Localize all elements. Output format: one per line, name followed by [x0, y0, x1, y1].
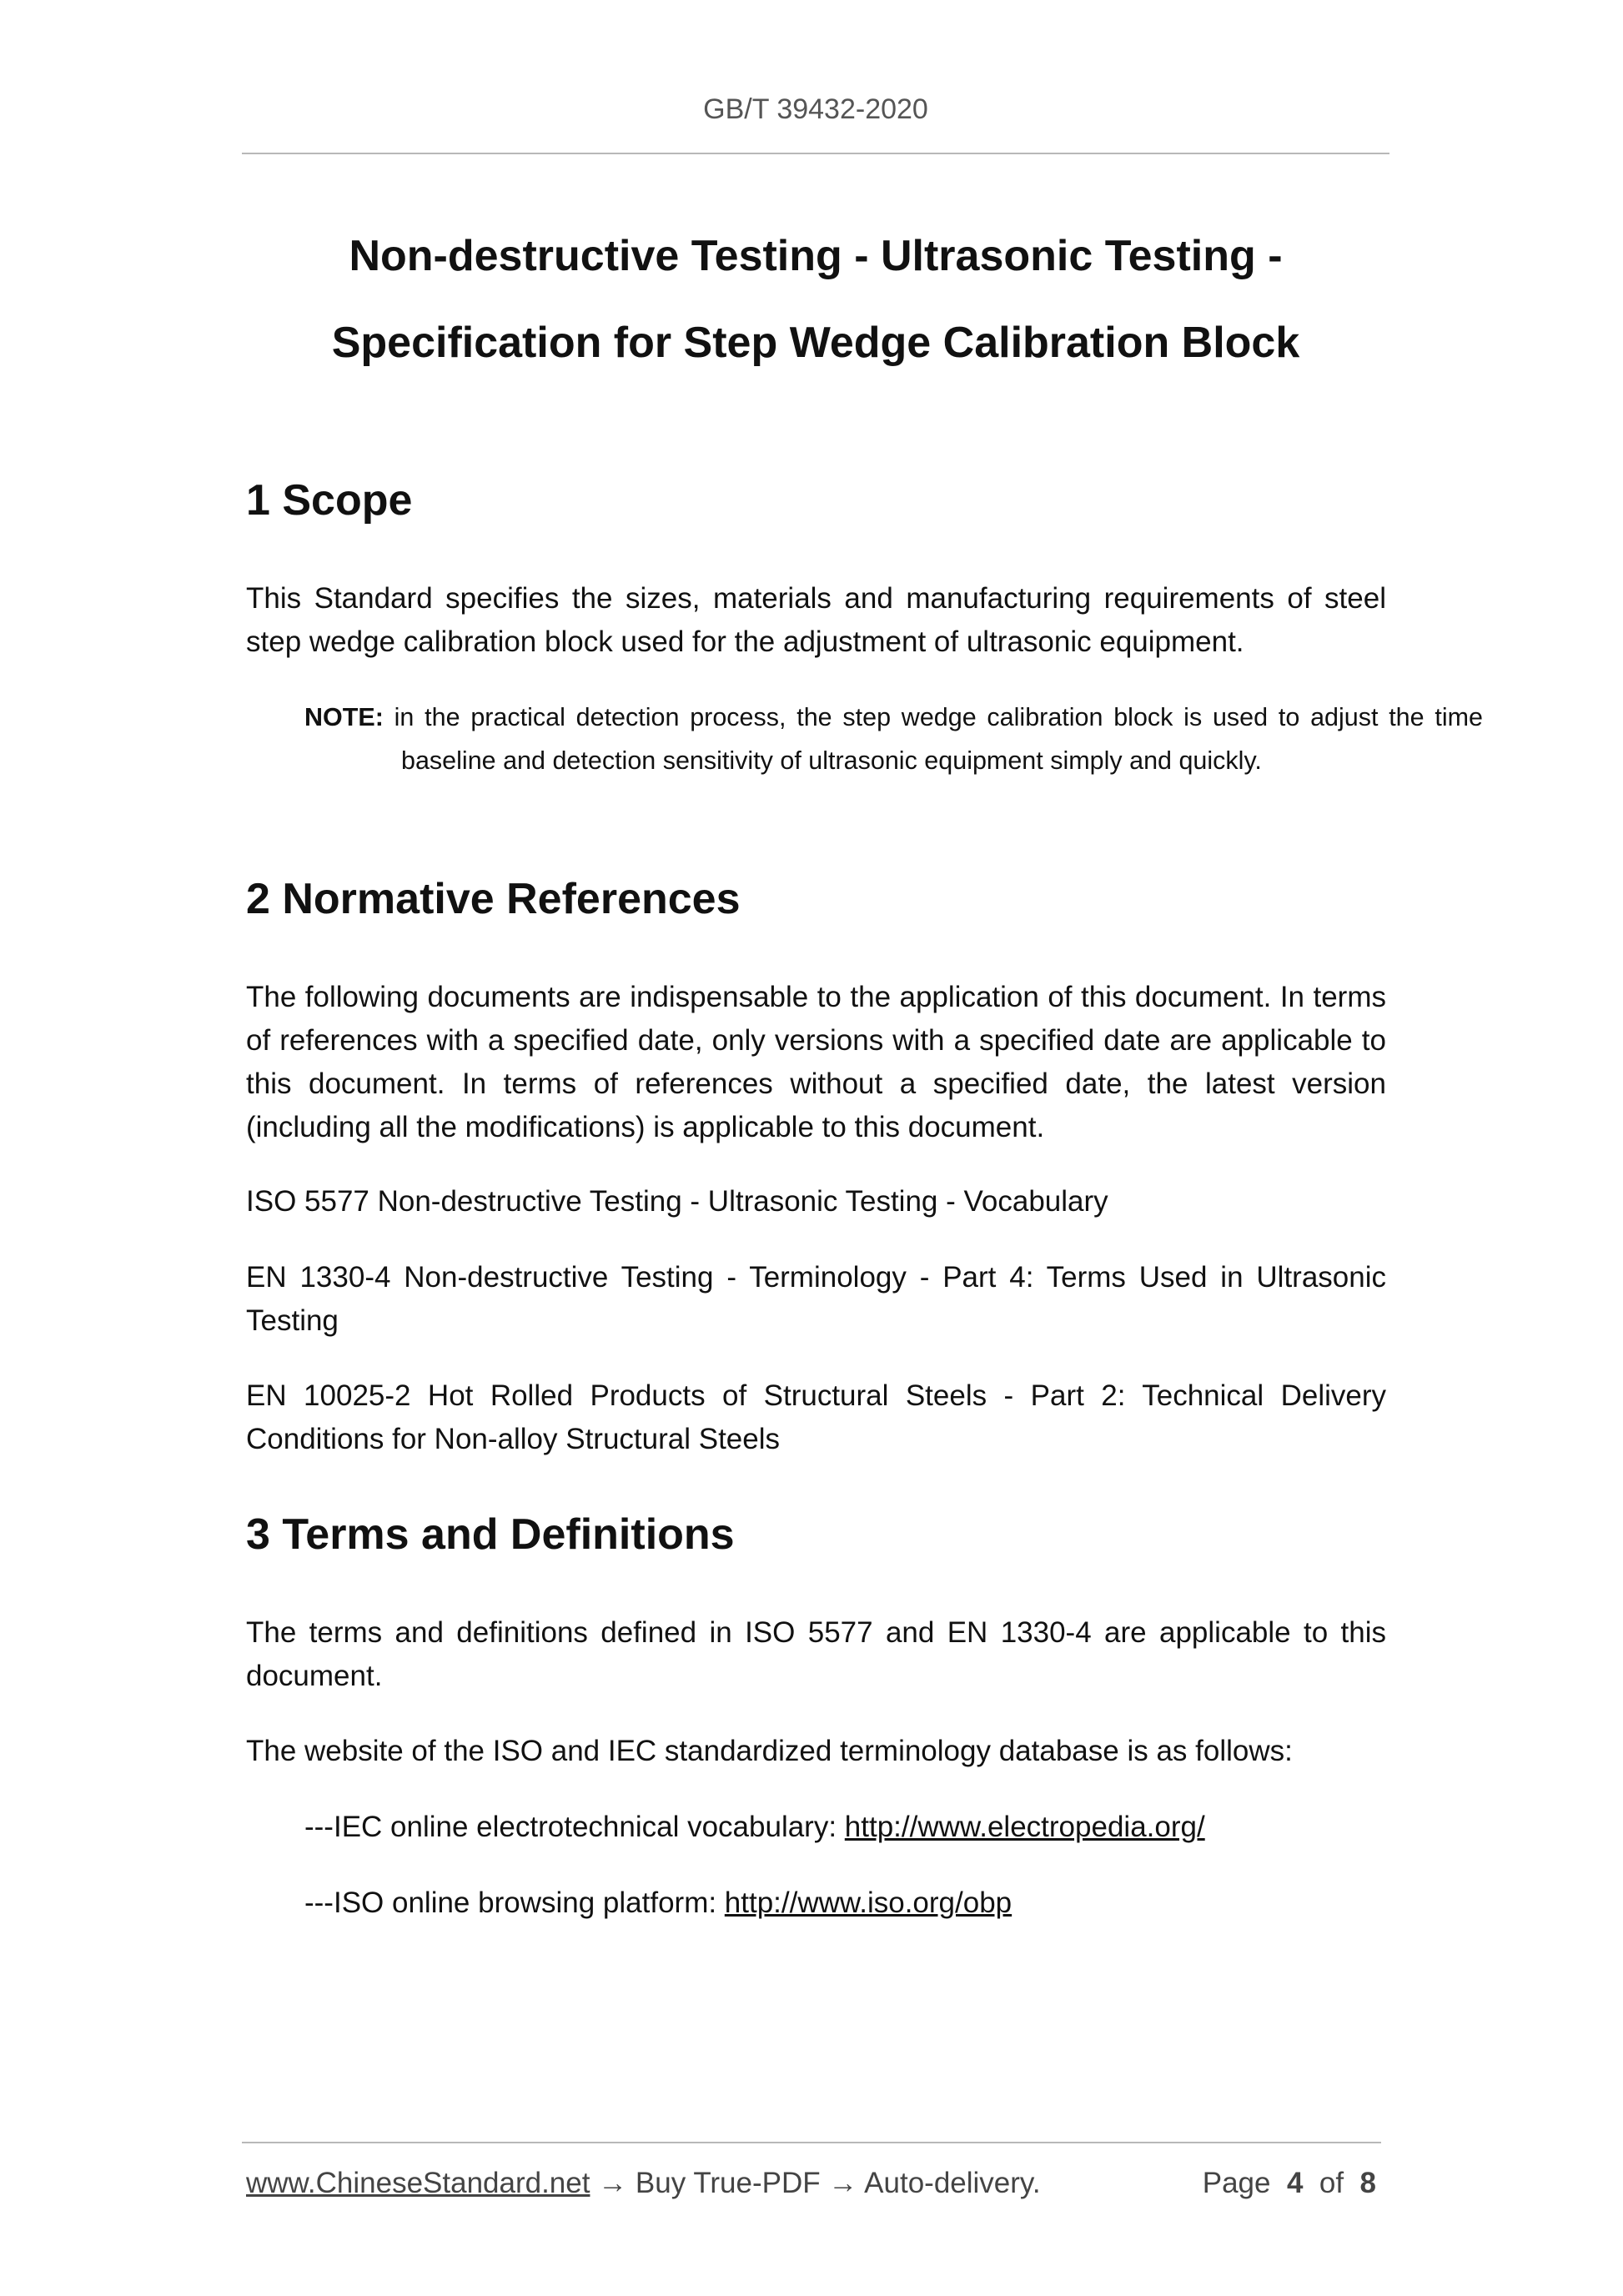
- title-line-1: Non-destructive Testing - Ultrasonic Testing -: [349, 232, 1283, 280]
- footer-promo: [246, 2167, 1041, 2200]
- running-header: GB/T 39432-2020: [703, 93, 928, 125]
- header-divider: [242, 153, 1389, 154]
- page-number: 4: [1286, 2167, 1304, 2199]
- footer-tagline: → Buy True-PDF → Auto-delivery.: [590, 2167, 1041, 2199]
- scope-note: [304, 696, 1483, 782]
- footer-divider: [242, 2142, 1381, 2143]
- note-text: in the practical detection process, the step wedge calibration block is used to adjust the time baseline and detection sensitivity of ultrasonic equipment simply and quickly.: [394, 703, 1483, 775]
- terms-paragraph: The terms and definitions defined in ISO 5577 and EN 1330-4 are applicable to this document.: [246, 1616, 1386, 1692]
- normative-references-paragraph: The following documents are indispensable to the application of this document. In terms of references with a specified date, only versions with a specified date are applicable to this document. In terms of references without a specified date, the latest version (including all the modifications) is applicable to this document.: [246, 981, 1386, 1143]
- scope-paragraph: This Standard specifies the sizes, materials and manufacturing requirements of steel step wedge calibration block used for the adjustment of ultrasonic equipment.: [246, 582, 1386, 658]
- section-heading-terms-definitions: 3 Terms and Definitions: [246, 1510, 735, 1559]
- section-heading-normative-references: 2 Normative References: [246, 875, 741, 923]
- title-line-2: Specification for Step Wedge Calibration Block: [331, 319, 1300, 367]
- note-label: NOTE:: [304, 703, 384, 731]
- reference-item: EN 10025-2 Hot Rolled Products of Structural Steels - Part 2: Technical Delivery Conditions for Non-alloy Structural Steels: [246, 1379, 1386, 1455]
- reference-item: EN 1330-4 Non-destructive Testing - Terminology - Part 4: Terms Used in Ultrasonic Testing: [246, 1261, 1386, 1337]
- terminology-database-paragraph: The website of the ISO and IEC standardized terminology database is as follows:: [246, 1735, 1293, 1767]
- of-label: of: [1319, 2167, 1344, 2199]
- chinesestandard-link[interactable]: www.ChineseStandard.net: [246, 2167, 590, 2199]
- document-title: [242, 213, 1389, 386]
- electropedia-link[interactable]: http://www.electropedia.org/: [844, 1811, 1205, 1843]
- page-total: 8: [1359, 2167, 1376, 2199]
- iec-vocabulary-line: [304, 1806, 1205, 1849]
- page-indicator: [1203, 2167, 1376, 2200]
- iec-label: ---IEC online electrotechnical vocabulary:: [304, 1811, 845, 1843]
- iso-label: ---ISO online browsing platform:: [304, 1887, 725, 1919]
- reference-item: ISO 5577 Non-destructive Testing - Ultrasonic Testing - Vocabulary: [246, 1185, 1108, 1218]
- section-heading-scope: 1 Scope: [246, 476, 413, 525]
- iso-platform-line: [304, 1882, 1012, 1925]
- iso-obp-link[interactable]: http://www.iso.org/obp: [724, 1887, 1012, 1919]
- page-label: Page: [1202, 2167, 1271, 2199]
